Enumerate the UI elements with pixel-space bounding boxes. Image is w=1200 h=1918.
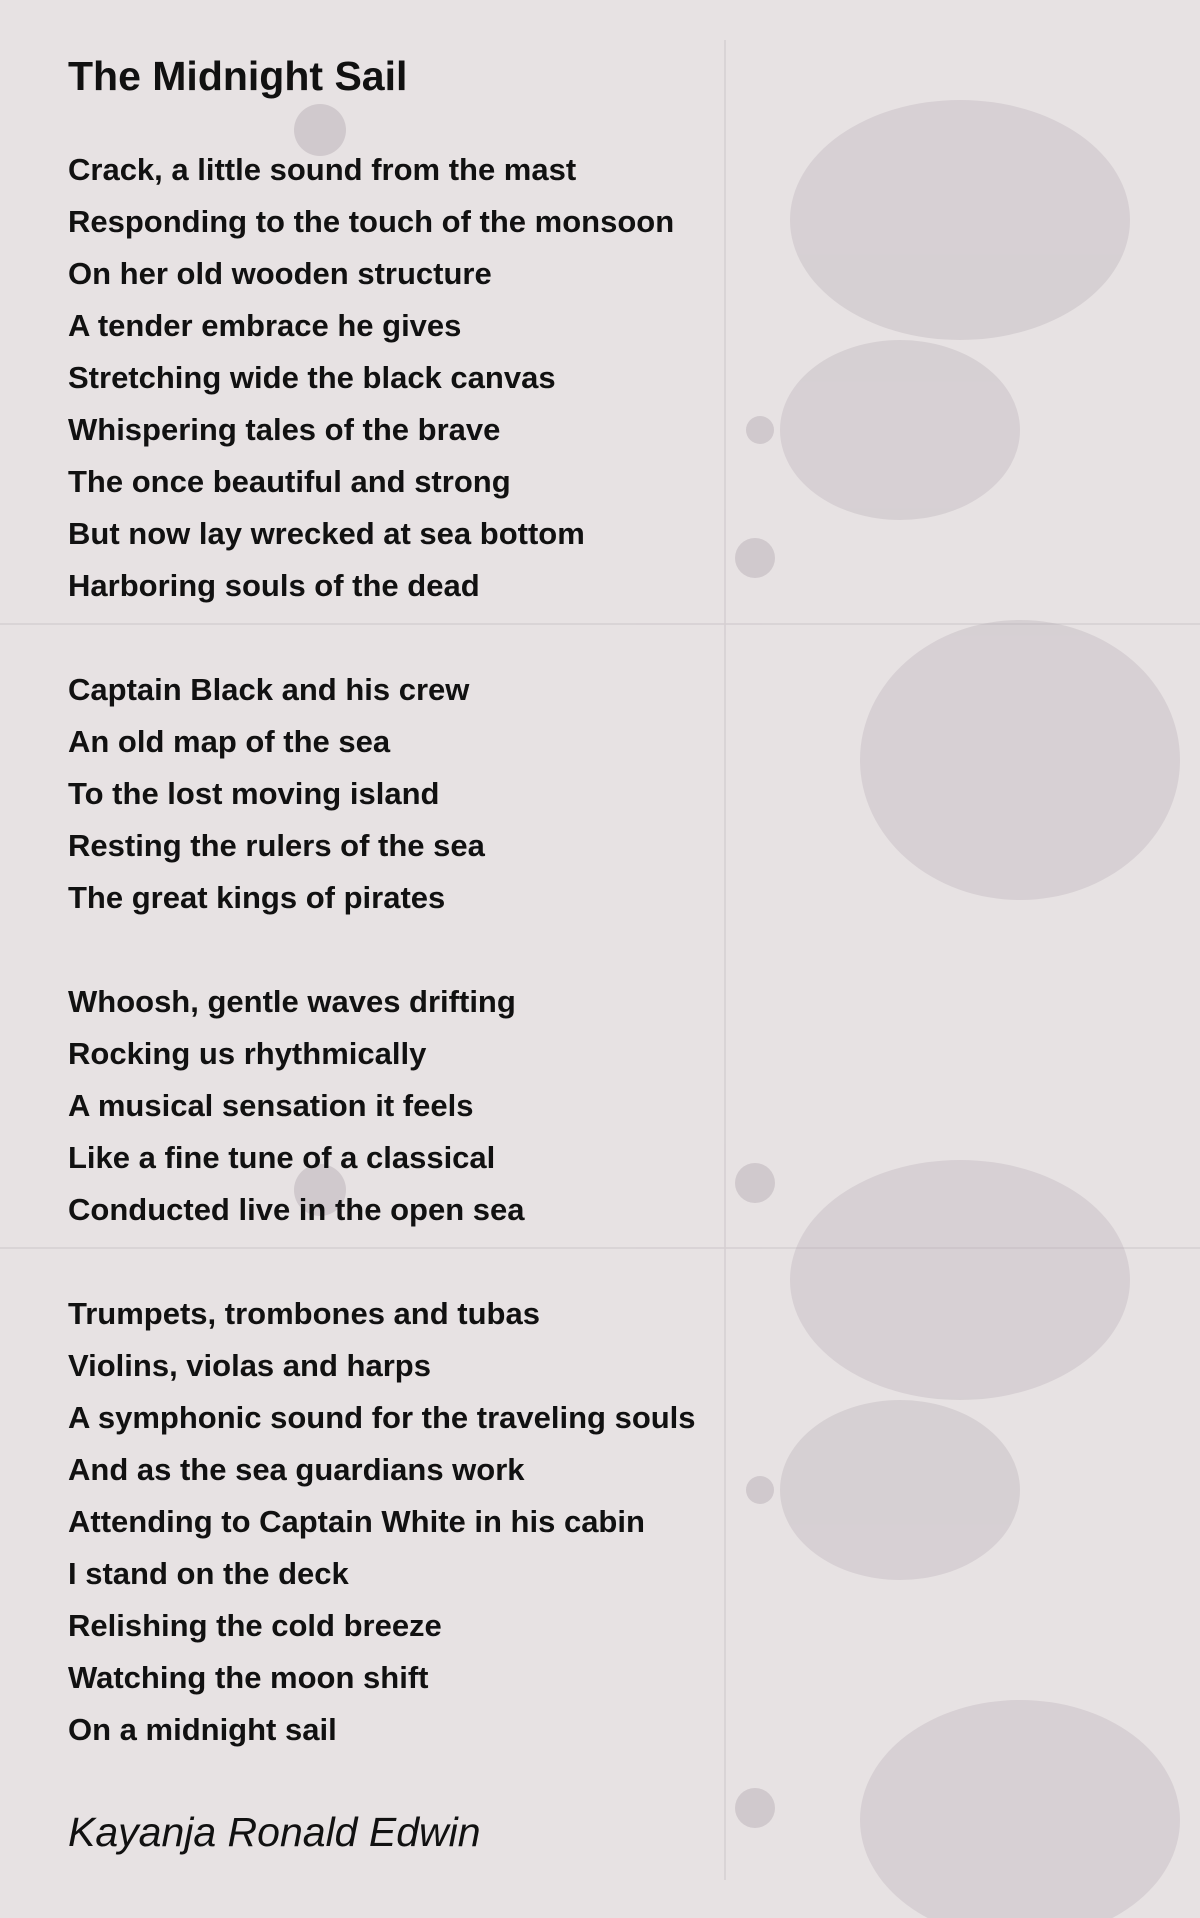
poem-line: But now lay wrecked at sea bottom	[68, 516, 585, 551]
poem-line: The great kings of pirates	[68, 880, 446, 915]
poem-line: To the lost moving island	[68, 776, 440, 811]
poem-line: On a midnight sail	[68, 1712, 337, 1747]
poem-line: Whoosh, gentle waves drifting	[68, 984, 516, 1019]
poem-author: Kayanja Ronald Edwin	[68, 1809, 481, 1855]
poem-line: Crack, a little sound from the mast	[68, 152, 577, 187]
poem-line: A musical sensation it feels	[68, 1088, 474, 1123]
poem-line: Watching the moon shift	[68, 1660, 429, 1695]
stanza-4	[68, 1288, 1200, 1756]
stanza-3	[68, 976, 1200, 1236]
poem-line: Captain Black and his crew	[68, 672, 470, 707]
poem-line: Responding to the touch of the monsoon	[68, 204, 675, 239]
poem-line: And as the sea guardians work	[68, 1452, 525, 1487]
poem-line: Trumpets, trombones and tubas	[68, 1296, 540, 1331]
poem-line: Like a fine tune of a classical	[68, 1140, 496, 1175]
poem-line: Conducted live in the open sea	[68, 1192, 525, 1227]
poem-line: Harboring souls of the dead	[68, 568, 480, 603]
poem-line: Whispering tales of the brave	[68, 412, 501, 447]
poem-line: A symphonic sound for the traveling souls	[68, 1400, 696, 1435]
poem-line: A tender embrace he gives	[68, 308, 462, 343]
poem-line: I stand on the deck	[68, 1556, 349, 1591]
poem-line: Stretching wide the black canvas	[68, 360, 556, 395]
poem-line: Rocking us rhythmically	[68, 1036, 427, 1071]
poem-title: The Midnight Sail	[68, 53, 408, 99]
poem-line: The once beautiful and strong	[68, 464, 511, 499]
poem-line: On her old wooden structure	[68, 256, 492, 291]
poem-line: An old map of the sea	[68, 724, 391, 759]
poem-line: Resting the rulers of the sea	[68, 828, 485, 863]
poem-line: Violins, violas and harps	[68, 1348, 431, 1383]
stanza-1	[68, 144, 1200, 612]
poem-line: Attending to Captain White in his cabin	[68, 1504, 645, 1539]
stanza-2	[68, 664, 1200, 924]
poem-line: Relishing the cold breeze	[68, 1608, 442, 1643]
